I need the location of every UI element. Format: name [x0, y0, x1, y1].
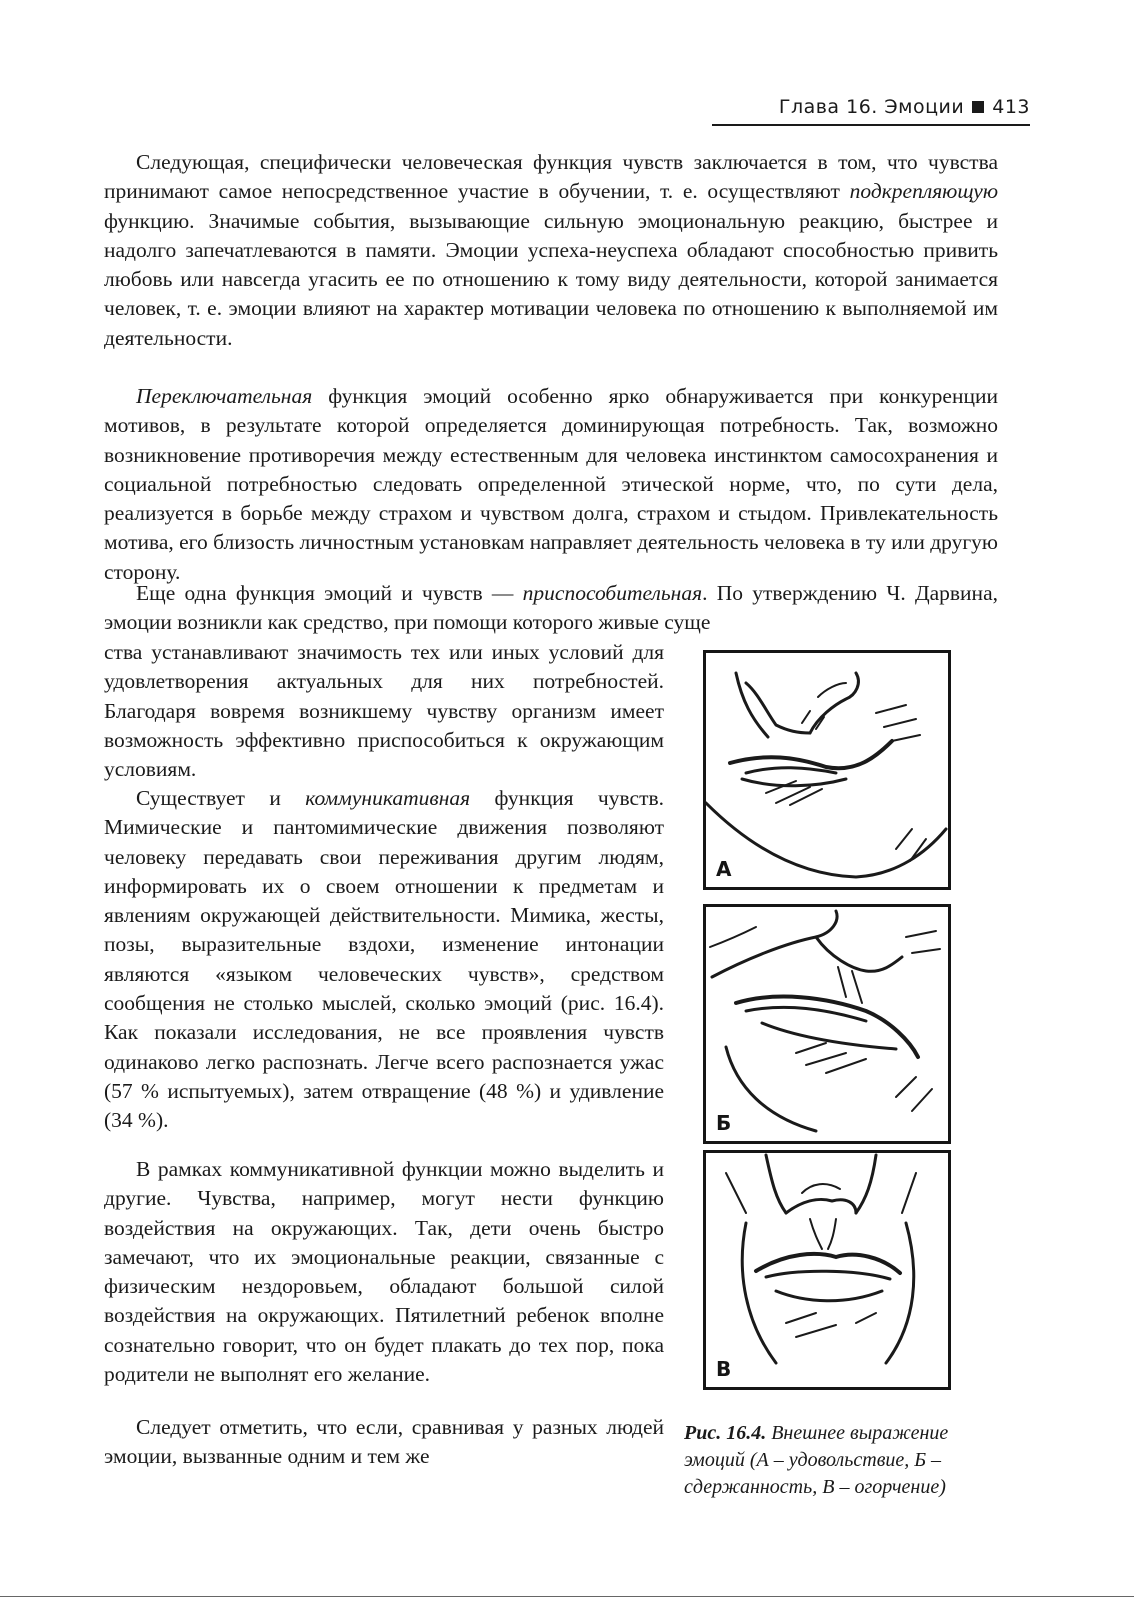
term-adaptive: приспособительная — [522, 581, 703, 605]
term-switching: Переключательная — [136, 384, 313, 408]
paragraph-2: Переключательная функция эмоций особенно ярко обнаруживается при конкуренции мотивов, в результате которой определяется доминирующая потребность. Так, возможно возникновение противоречия между естественным для человека инстинктом самосохранения и социальной потребностью следовать определенной этической норме, что, по сути дела, реализуется в борьбе между страхом и чувством долга, страхом и стыдом. Привлекательность мотива, его близость личностным установкам направляет деятельность человека в ту или другую сторону. — [104, 384, 998, 584]
paragraph-6: Следует отметить, что если, сравнивая у разных людей эмоции, вызванные одним и тем же — [104, 1415, 664, 1469]
figure-panel-a — [703, 650, 951, 890]
paragraph-1: Следующая, специфически человеческая функция чувств заключается в том, что чувства принимают самое непосредственное участие в обучении, т. е. осуществляют подкрепляющую функцию. Значимые события, вызывающие сильную эмоциональную реакцию, быстрее и надолго запечатлеваются в памяти. Эмоции успеха-неуспеха обладают способностью привить любовь или навсегда угасить ее по отношению к тому виду деятельности, которой занимается человек, т. е. эмоции влияют на характер мотивации человека по отношению к выполняемой им деятельности. — [104, 150, 998, 350]
figure-caption-text: Внешнее выражение эмоций (А – удовольствие, Б – сдержанность, В – огорчение) — [684, 1422, 949, 1498]
header-rule — [712, 124, 1030, 126]
term-reinforcing: подкрепляющую — [849, 179, 998, 204]
paragraph-3-continued: ства устанавливают значимость тех или иных условий для удовлетворения актуальных для них потребностей. Благодаря вовремя возникшему чувству организм имеет возможность эффективно приспособиться к окружающим условиям. — [104, 640, 664, 782]
panel-letter-v: В — [716, 1357, 732, 1381]
paragraph-3-intro: Еще одна функция эмоций и чувств — приспособительная. По утверждению Ч. Дарвина, эмоции возникли как средство, при помощи которого живые суще — [104, 581, 998, 635]
figure-panel-b — [703, 904, 951, 1144]
paragraph-4: Существует и коммуникативная функция чувств. Мимические и пантомимические движения позволяют человеку передавать свои переживания другим людям, информировать их о своем отношении к предметам и явлениям окружающей действительности. Мимика, жесты, позы, выразительные вздохи, изменение интонации являются «языком человеческих чувств», средством сообщения не столько мыслей, сколько эмоций (рис. 16.4). Как показали исследования, не все проявления чувств одинаково легко распознать. Легче всего распознается ужас (57 % испытуемых), затем отвращение (48 %) и удивление (34 %). — [104, 786, 664, 1133]
page-number: 413 — [992, 96, 1030, 118]
chapter-title: Глава 16. Эмоции — [778, 96, 965, 118]
panel-letter-a: А — [716, 857, 732, 881]
panel-letter-b: Б — [716, 1111, 732, 1135]
figure-label: Рис. 16.4. — [684, 1422, 767, 1444]
face-restraint-drawing-icon — [706, 907, 948, 1141]
face-pleasure-drawing-icon — [706, 653, 948, 887]
face-sorrow-drawing-icon — [706, 1153, 948, 1387]
paragraph-5: В рамках коммуникативной функции можно выделить и другие. Чувства, например, могут нести функцию воздействия на окружающих. Так, дети очень быстро замечают, что их эмоциональные реакции, связанные с физическим нездоровьем, обладают большой силой воздействия на окружающих. Пятилетний ребенок вполне сознательно говорит, что он будет плакать до тех пор, пока родители не выполнят его желание. — [104, 1157, 664, 1387]
running-header — [712, 96, 1030, 118]
figure-panel-v — [703, 1150, 951, 1390]
page-bottom-edge — [0, 1596, 1134, 1597]
term-communicative: коммуникативная — [305, 786, 471, 810]
figure-caption — [684, 1420, 1014, 1501]
separator-square-icon — [972, 101, 984, 113]
